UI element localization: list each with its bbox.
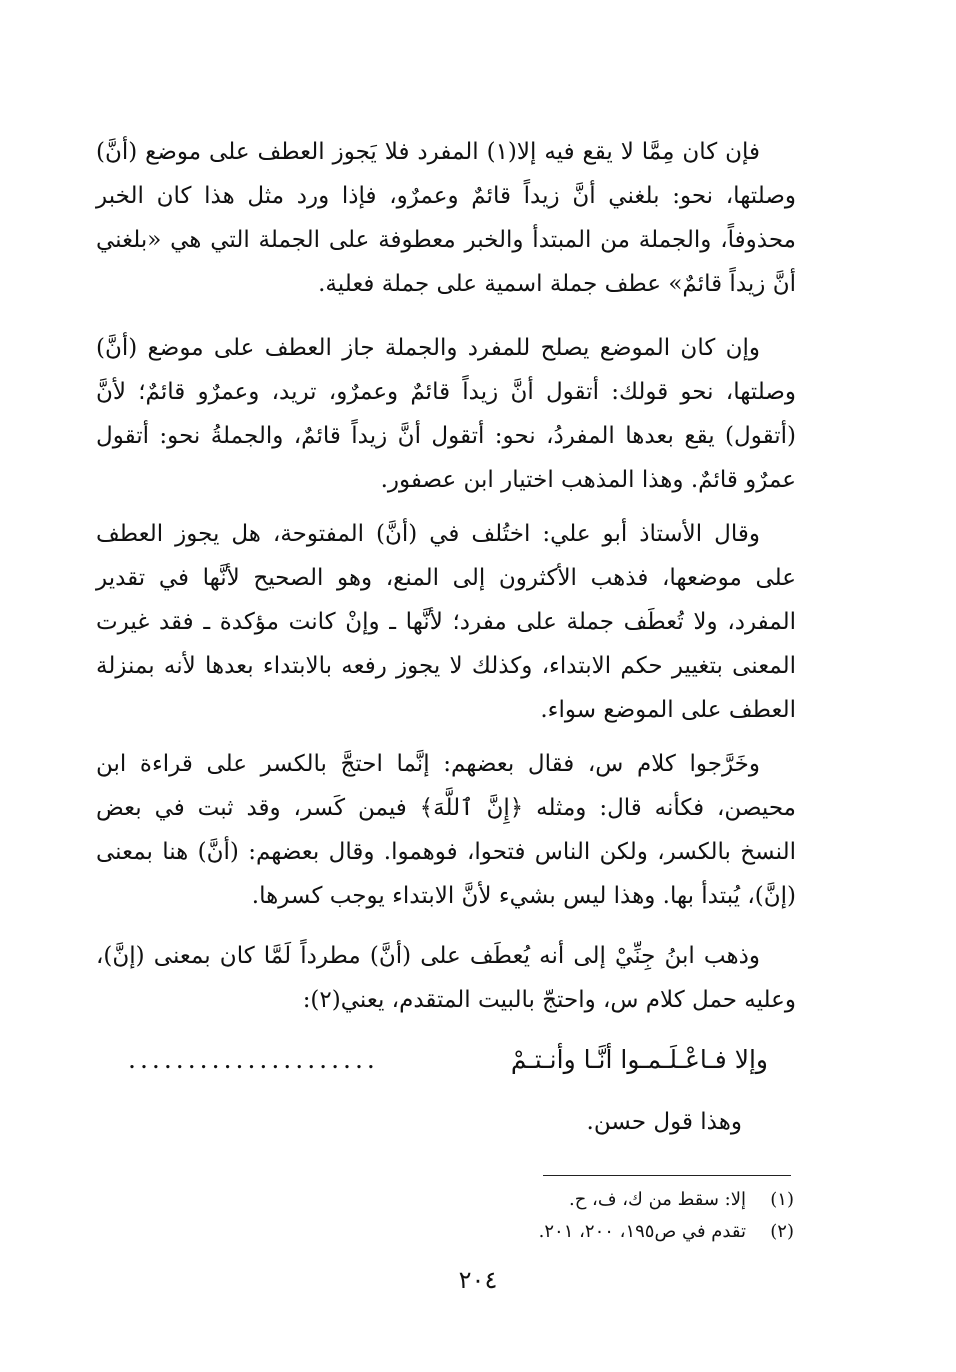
poetry-verse bbox=[128, 1038, 768, 1082]
closing-line: وهذا قول حسن. bbox=[586, 1109, 742, 1135]
footnote-2 bbox=[434, 1216, 794, 1248]
paragraph-1: فإن كان مِمَّا لا يقع فيه إلا(١) المفرد فلا يَجوز العطف على موضع (أنَّ) وصلتها، نحو: بلغني أنَّ زيداً قائمٌ وعمرٌو، فإذا ورد مثل هذا كان الخبر محذوفاً، والجملة من المبتدأ والخبر معطوفة على الجملة التي هي «بلغني أنَّ زيداً قائمٌ» عطف جملة اسمية على جملة فعلية. bbox=[96, 139, 796, 297]
page-number: ٢٠٤ bbox=[458, 1266, 498, 1294]
verse-first-hemistich: وإلا فـاعْـلَـمـوا أنَّـا وأنـتـمْ bbox=[510, 1045, 768, 1074]
footnote-1 bbox=[434, 1184, 794, 1216]
footnote-number: (٢) bbox=[770, 1221, 794, 1242]
footnotes bbox=[434, 1184, 794, 1248]
footnote-divider bbox=[543, 1175, 791, 1176]
footnote-number: (١) bbox=[770, 1189, 794, 1210]
paragraph-3: وقال الأستاذ أبو علي: اختُلف في (أنَّ) المفتوحة، هل يجوز العطف على موضعها، فذهب الأكثرون إلى المنع، وهو الصحيح لأنَّها في تقدير المفرد، ولا تُعطَف جملة على مفرد؛ لأنَّها ـ وإنْ كانت مؤكدة ـ فقد غيرت المعنى بتغيير حكم الابتداء، وكذلك لا يجوز رفعه بالابتداء بعدها لأنه بمنزلة العطف على الموضع سواء. bbox=[96, 521, 796, 723]
verse-omitted-hemistich-dots: ..................... bbox=[128, 1045, 379, 1074]
footnote-text: إلا: سقط من ك، ف، ح. bbox=[568, 1189, 746, 1210]
footnote-text: تقدم في ص١٩٥، ٢٠٠، ٢٠١. bbox=[538, 1221, 746, 1242]
paragraph-5: وذهب ابنُ جِنِّيْ إلى أنه يُعطَف على (أنَّ) مطرداً لَمَّا كان بمعنى (إنَّ)، وعليه حمل كلام س، واحتجّ بالبيت المتقدم، يعني(٢): bbox=[96, 943, 796, 1013]
paragraph-2: وإن كان الموضع يصلح للمفرد والجملة جاز العطف على موضع (أنَّ) وصلتها، نحو قولك: أتقول أنَّ زيداً قائمٌ وعمرٌو، تريد، وعمرٌو قائمٌ؛ لأنَّ (أتقول) يقع بعدها المفردُ، نحو: أتقول أنَّ زيداً قائمٌ، والجملةُ نحو: أتقول عمرٌو قائمٌ. وهذا المذهب اختيار ابن عصفور. bbox=[96, 335, 796, 493]
paragraph-4: وخَرَّجوا كلام س، فقال بعضهم: إنَّما احتجَّ بالكسر على قراءة ابن محيصن، فكأنه قال: ومثله ﴿إِنَّ ٱللَّهَ﴾ فيمن كَسر، وقد ثبت في بعض النسخ بالكسر، ولكن الناس فتحوا، فوهموا. وقال بعضهم: (أنَّ) هنا بمعنى (إنَّ)، يُبتدأ بها. وهذا ليس بشيء لأنَّ الابتداء يوجب كسرها. bbox=[96, 751, 796, 909]
